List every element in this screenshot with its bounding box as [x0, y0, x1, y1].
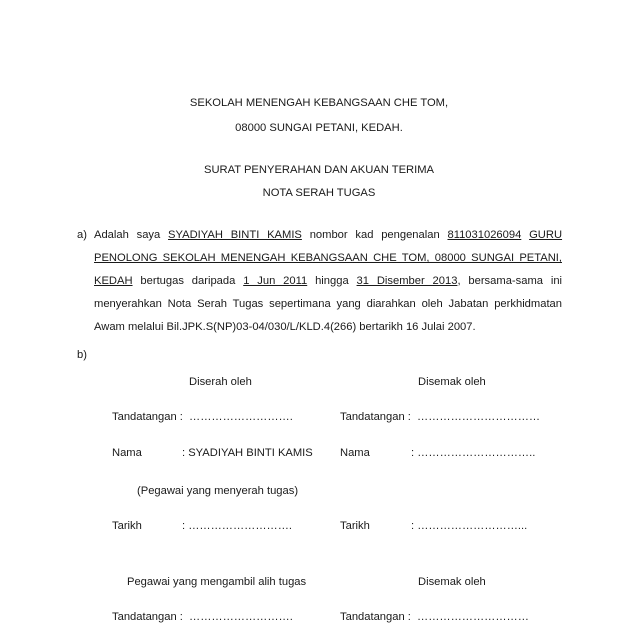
signature-label: Tandatangan :	[112, 411, 183, 423]
post-title: GURU	[529, 229, 563, 241]
name-line: : …………………………..	[411, 447, 536, 459]
officer-name: SYADIYAH BINTI KAMIS	[168, 229, 302, 241]
letter-title: SURAT PENYERAHAN DAN AKUAN TERIMA	[203, 164, 434, 176]
paragraph-line-5: Awam melalui Bil.JPK.S(NP)03-04/030/L/KLD.4(266) bertarikh 16 Julai 2007.	[94, 321, 476, 333]
date-label: Tarikh	[340, 520, 370, 532]
school-name-line: SEKOLAH MENENGAH KEBANGSAAN CHE TOM,	[189, 97, 449, 109]
checked-by-heading: Disemak oleh	[418, 576, 486, 588]
signature-line: ……………………….	[189, 611, 293, 623]
role-note: (Pegawai yang menyerah tugas)	[137, 485, 299, 497]
paragraph-line-4: menyerahkan Nota Serah Tugas sepertimana yang diarahkan oleh Jabatan perkhidmatan	[94, 298, 562, 310]
letter-subtitle: NOTA SERAH TUGAS	[262, 187, 376, 199]
signature-label: Tandatangan :	[112, 611, 183, 623]
text-segment: hingga	[315, 275, 349, 287]
signature-line: ……………………………	[417, 411, 541, 423]
handed-over-by-heading: Diserah oleh	[189, 376, 252, 388]
paragraph-line-3	[94, 275, 562, 287]
end-date: 31 Disember 2013	[356, 275, 458, 287]
paragraph-line-1	[94, 229, 562, 241]
ic-number: 811031026094	[447, 229, 522, 241]
post-title-end: KEDAH	[94, 275, 133, 287]
start-date: 1 Jun 2011	[243, 275, 308, 287]
name-label: Nama	[112, 447, 142, 459]
text-segment: nombor kad pengenalan	[309, 229, 440, 241]
section-a-marker: a)	[77, 229, 87, 241]
section-b-marker: b)	[77, 349, 87, 361]
handing-officer-name: : SYADIYAH BINTI KAMIS	[182, 447, 313, 459]
checked-by-heading: Disemak oleh	[418, 376, 486, 388]
text-segment: bertugas daripada	[140, 275, 236, 287]
signature-label: Tandatangan :	[340, 611, 411, 623]
text-segment: Adalah saya	[94, 229, 161, 241]
date-label: Tarikh	[112, 520, 142, 532]
signature-line: …………………………	[417, 611, 529, 623]
paragraph-line-2	[94, 252, 562, 264]
taking-over-officer-heading: Pegawai yang mengambil alih tugas	[127, 576, 307, 588]
date-line: : ………………………...	[411, 520, 528, 532]
date-line: : ……………………….	[182, 520, 293, 532]
signature-label: Tandatangan :	[340, 411, 411, 423]
signature-line: ……………………….	[189, 411, 293, 423]
post-title-continued: PENOLONG SEKOLAH MENENGAH KEBANGSAAN CHE TOM, 08000 SUNGAI PETANI,	[94, 252, 562, 264]
text-segment: , bersama-sama ini	[457, 275, 563, 287]
school-address-line: 08000 SUNGAI PETANI, KEDAH.	[235, 122, 403, 134]
name-label: Nama	[340, 447, 370, 459]
